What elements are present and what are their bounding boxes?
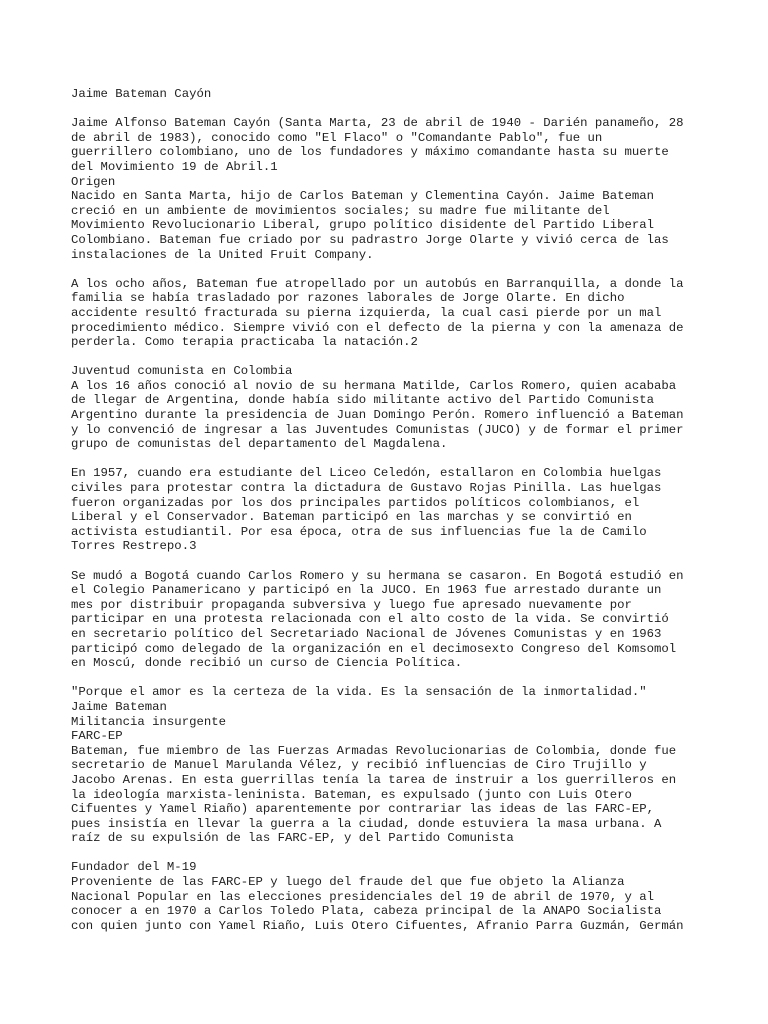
text-line: Bateman, fue miembro de las Fuerzas Armadas Revolucionarias de Colombia, donde fue: [71, 743, 677, 758]
text-line: civiles para protestar contra la dictadura de Gustavo Rojas Pinilla. Las huelgas: [71, 481, 662, 496]
juventud-paragraph-3: [71, 569, 711, 671]
spacer: [71, 262, 711, 277]
text-line: A los 16 años conoció al novio de su hermana Matilde, Carlos Romero, quien acababa: [71, 378, 677, 393]
text-line: A los ocho años, Bateman fue atropellado por un autobús en Barranquilla, a donde la: [71, 276, 684, 291]
text-line: Jacobo Arenas. En esta guerrillas tenía la tarea de instruir a los guerrilleros en: [71, 772, 677, 787]
text-line: En 1957, cuando era estudiante del Liceo Celedón, estallaron en Colombia huelgas: [71, 466, 662, 481]
text-line: la ideología marxista-leninista. Bateman, es expulsado (junto con Luis Otero: [71, 787, 632, 802]
text-line: perderla. Como terapia practicaba la natación.2: [71, 335, 418, 350]
juventud-paragraph-1: [71, 379, 711, 452]
text-line: de abril de 1983), conocido como "El Flaco" o "Comandante Pablo", fue un: [71, 130, 603, 145]
text-line: Cifuentes y Yamel Riaño) aparentemente por contrariar las ideas de las FARC-EP,: [71, 802, 654, 817]
text-line: de llegar de Argentina, donde había sido militante activo del Partido Comunista: [71, 393, 654, 408]
text-line: con quien junto con Yamel Riaño, Luis Otero Cifuentes, Afranio Parra Guzmán, Germán: [71, 918, 684, 933]
section-heading-militancia: Militancia insurgente: [71, 714, 226, 729]
m19-paragraph: [71, 875, 711, 933]
text-line: mes por distribuir propaganda subversiva y luego fue apresado nuevamente por: [71, 597, 632, 612]
text-line: participó como delegado de la organización en el decimosexto Congreso del Komsomol: [71, 641, 677, 656]
text-line: raíz de su expulsión de las FARC-EP, y del Partido Comunista: [71, 831, 514, 846]
text-line: Nacional Popular en las elecciones presidenciales del 19 de abril de 1970, y al: [71, 889, 654, 904]
text-line: en secretario político del Secretariado Nacional de Jóvenes Comunistas y en 1963: [71, 626, 662, 641]
text-line: Jaime Alfonso Bateman Cayón (Santa Marta, 23 de abril de 1940 - Darién panameño, 28: [71, 116, 684, 131]
text-line: conocer a en 1970 a Carlos Toledo Plata, cabeza principal de la ANAPO Socialista: [71, 904, 662, 919]
text-line: participar en una protesta relacionada con el alto costo de la vida. Se convirtió: [71, 612, 669, 627]
juventud-paragraph-2: [71, 466, 711, 554]
text-line: Proveniente de las FARC-EP y luego del fraude del que fue objeto la Alianza: [71, 875, 625, 890]
text-line: secretario de Manuel Marulanda Vélez, y recibió influencias de Ciro Trujillo y: [71, 758, 647, 773]
origen-paragraph-1: [71, 189, 711, 262]
text-line: fueron organizadas por los dos principales partidos políticos colombianos, el: [71, 495, 640, 510]
text-line: instalaciones de la United Fruit Company.: [71, 247, 374, 262]
document-title: Jaime Bateman Cayón: [71, 87, 212, 101]
text-line: pues insistía en llevar la guerra a la ciudad, donde estuviera la masa urbana. A: [71, 816, 662, 831]
text-line: el Colegio Panamericano y participó en la JUCO. En 1963 fue arrestado durante un: [71, 583, 662, 598]
spacer: [71, 846, 711, 861]
spacer: [71, 671, 711, 686]
text-line: Colombiano. Bateman fue criado por su padrastro Jorge Olarte y vivió cerca de las: [71, 232, 669, 247]
text-line: grupo de comunistas del departamento del Magdalena.: [71, 437, 448, 452]
spacer: [71, 102, 711, 117]
text-line: del Movimiento 19 de Abril.1: [71, 159, 278, 174]
text-line: activista estudiantil. Por esa época, otra de sus influencias fue la de Camilo: [71, 524, 647, 539]
section-heading-juventud: Juventud comunista en Colombia: [71, 364, 293, 379]
section-heading-origen: Origen: [71, 174, 116, 189]
farc-paragraph: [71, 744, 711, 846]
section-heading-farc: FARC-EP: [71, 729, 123, 744]
text-line: creció en un ambiente de movimientos sociales; su madre fue militante del: [71, 203, 610, 218]
text-line: Liberal y el Conservador. Bateman participó en las marchas y se convirtió en: [71, 510, 632, 525]
origen-paragraph-2: [71, 277, 711, 350]
section-heading-m19: Fundador del M-19: [71, 860, 197, 875]
intro-paragraph: [71, 116, 711, 174]
text-line: en Moscú, donde recibió un curso de Ciencia Política.: [71, 656, 463, 671]
spacer: [71, 452, 711, 467]
text-line: Movimiento Revolucionario Liberal, grupo político disidente del Partido Liberal: [71, 218, 654, 233]
text-line: Se mudó a Bogotá cuando Carlos Romero y su hermana se casaron. En Bogotá estudió en: [71, 568, 684, 583]
text-line: Torres Restrepo.3: [71, 539, 197, 554]
quote-text: "Porque el amor es la certeza de la vida. Es la sensación de la inmortalidad.": [71, 685, 647, 700]
text-line: accidente resultó fracturada su pierna izquierda, la cual casi pierde por un mal: [71, 305, 662, 320]
text-line: guerrillero colombiano, uno de los fundadores y máximo comandante hasta su muerte: [71, 145, 669, 160]
spacer: [71, 554, 711, 569]
text-line: familia se había trasladado por razones laborales de Jorge Olarte. En dicho: [71, 291, 625, 306]
text-line: y lo convenció de ingresar a las Juventudes Comunistas (JUCO) y de formar el primer: [71, 422, 684, 437]
text-line: procedimiento médico. Siempre vivió con el defecto de la pierna y con la amenaza de: [71, 320, 684, 335]
text-line: Argentino durante la presidencia de Juan Domingo Perón. Romero influenció a Bateman: [71, 408, 684, 423]
quote-author: Jaime Bateman: [71, 699, 167, 714]
document-page: [71, 87, 711, 933]
text-line: Nacido en Santa Marta, hijo de Carlos Bateman y Clementina Cayón. Jaime Bateman: [71, 189, 654, 204]
spacer: [71, 350, 711, 365]
